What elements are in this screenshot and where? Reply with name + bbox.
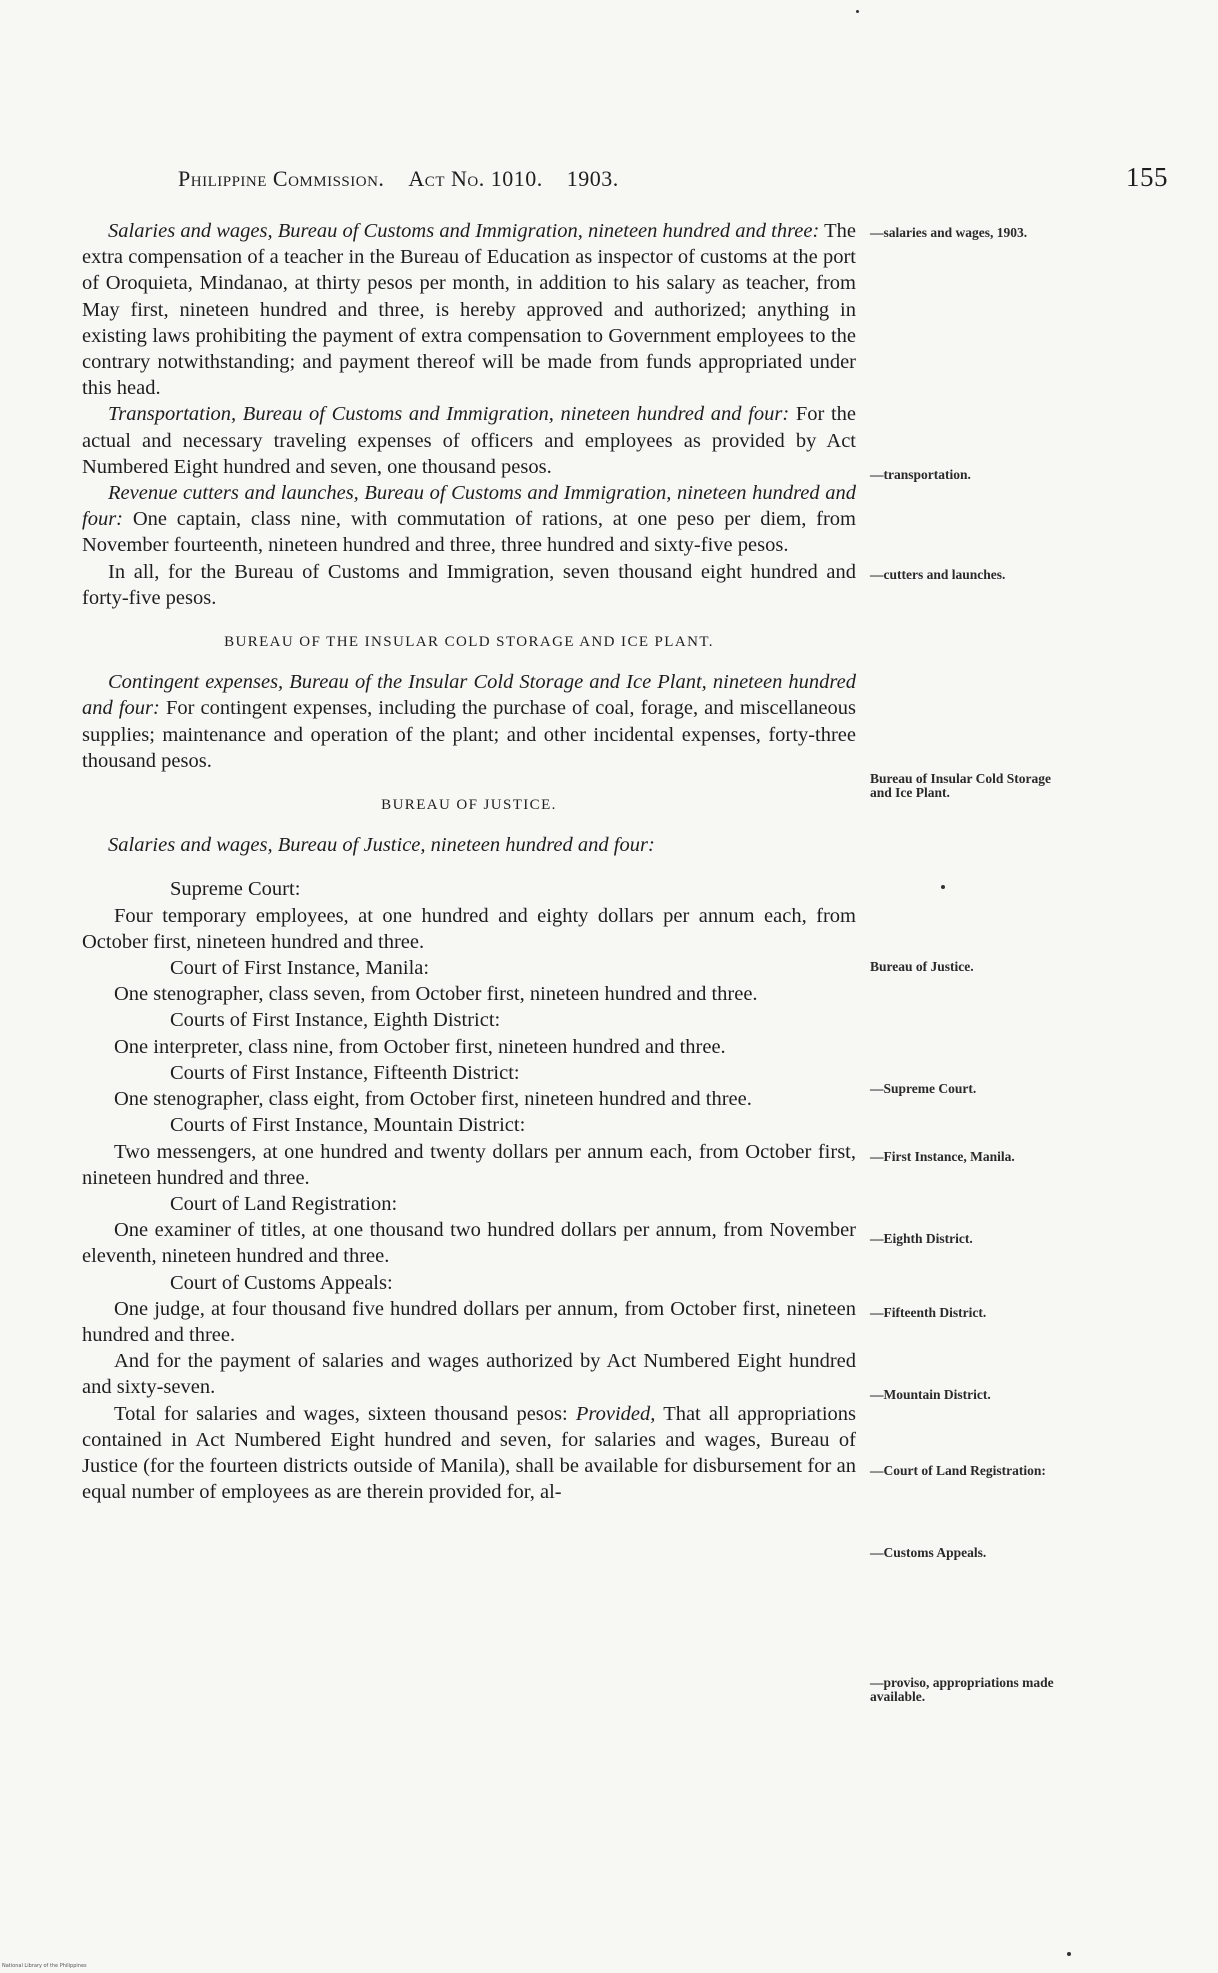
paragraph-lead: Salaries and wages, Bureau of Customs and Immigration, nineteen hundred and three: [108, 220, 820, 242]
paragraph-act-867: And for the payment of salaries and wages authorized by Act Numbered Eight hundred and sixty-seven. [82, 1350, 856, 1399]
paragraph-revenue-cutters [82, 480, 856, 559]
paragraph-lead: Contingent expenses, Bureau of the Insular Cold Storage and Ice Plant, nineteen hundred and four: [82, 671, 856, 720]
scan-speck [941, 885, 945, 889]
paragraph-text: That all appropriations contained in Act Numbered Eight hundred and seven, for salaries and wages, Bureau of Justice (for the fourteen districts outside of Manila), shall be available for disbursement for an equal number of employees as are therein provided for, al- [82, 1402, 857, 1504]
appropriation-item-fifteenth: One stenographer, class eight, from October first, nineteen hundred and three. [114, 1088, 752, 1111]
paragraph-customs-salaries [82, 218, 856, 401]
margin-note-proviso: —proviso, appropriations made available. [870, 1675, 1054, 1704]
running-title: Philippine Commission. [178, 166, 385, 191]
act-number: Act No. 1010. [408, 166, 543, 191]
margin-note-manila: —First Instance, Manila. [870, 1149, 1015, 1164]
margin-note-mountain: —Mountain District. [870, 1387, 991, 1402]
margin-note-supreme: —Supreme Court. [870, 1081, 977, 1096]
margin-note-salaries: —salaries and wages, 1903. [870, 225, 1028, 240]
paragraph-justice-salaries [82, 832, 856, 858]
margin-note-justice: Bureau of Justice. [870, 959, 974, 974]
header-year: 1903. [566, 166, 619, 191]
main-text [82, 218, 856, 1505]
appropriation-item-mountain: Two messengers, at one hundred and twenty dollars per annum each, from October first, nineteen hundred and three. [82, 1140, 856, 1189]
margin-note-cold-storage: Bureau of Insular Cold Storage and Ice Plant. [870, 771, 1052, 800]
court-heading-eighth: Courts of First Instance, Eighth District: [170, 1009, 501, 1032]
margin-note-fifteenth: —Fifteenth District. [870, 1305, 987, 1320]
margin-note-land: —Court of Land Registration: [870, 1463, 1046, 1478]
paragraph-text: The extra compensation of a teacher in the Bureau of Education as inspector of customs at the port of Oroquieta, Mindanao, at thirty pesos per month, in addition to his salary as teacher, from May first, nineteen hundred and three, is hereby approved and authorized; anything in existing laws prohibiting the payment of extra compensation to Government employees to the contrary notwithstanding; and payment thereof will be made from funds appropriated under this head. [82, 220, 856, 400]
paragraph-text: For the actual and necessary traveling expenses of officers and employees as provided by Act Numbered Eight hundred and seven, one thousand pesos. [82, 403, 856, 478]
section-heading-justice: BUREAU OF JUSTICE. [381, 797, 557, 814]
court-heading-customs: Court of Customs Appeals: [170, 1271, 393, 1294]
paragraph-lead: Transportation, Bureau of Customs and Immigration, nineteen hundred and four: [108, 403, 790, 426]
appropriation-item-supreme: Four temporary employees, at one hundred and eighty dollars per annum each, from October first, nineteen hundred and three. [82, 904, 856, 953]
court-heading-mountain: Courts of First Instance, Mountain District: [170, 1114, 526, 1137]
section-heading-cold-storage: BUREAU OF THE INSULAR COLD STORAGE AND ICE PLANT. [224, 634, 714, 651]
scan-speck [856, 10, 859, 13]
paragraph-transportation [82, 401, 856, 480]
margin-note-customs: —Customs Appeals. [870, 1545, 987, 1560]
paragraph-contingent-expenses [82, 669, 856, 774]
archive-stamp: National Library of the Philippines [2, 1963, 87, 1969]
court-heading-manila: Court of First Instance, Manila: [170, 957, 430, 980]
court-heading-land: Court of Land Registration: [170, 1192, 398, 1215]
paragraph-lead: Salaries and wages, Bureau of Justice, nineteen hundred and four: [108, 834, 655, 857]
proviso-word: Provided, [575, 1402, 656, 1425]
paragraph-customs-total: In all, for the Bureau of Customs and Immigration, seven thousand eight hundred and forty-five pesos. [82, 560, 856, 609]
appropriation-item-land: One examiner of titles, at one thousand two hundred dollars per annum, from November eleventh, nineteen hundred and three. [82, 1219, 856, 1268]
running-head [178, 166, 619, 192]
paragraph-text: For contingent expenses, including the purchase of coal, forage, and miscellaneous supplies; maintenance and operation of the plant; and other incidental expenses, forty-three thousand pesos. [82, 697, 857, 772]
appropriation-item-customs: One judge, at four thousand five hundred dollars per annum, from October first, nineteen hundred and three. [82, 1297, 856, 1346]
margin-note-cutters: —cutters and launches. [870, 567, 1006, 582]
court-heading-supreme: Supreme Court: [170, 878, 301, 901]
court-heading-fifteenth: Courts of First Instance, Fifteenth District: [170, 1061, 520, 1084]
paragraph-text: One captain, class nine, with commutation of rations, at one peso per diem, from November fourteenth, nineteen hundred and three, three hundred and sixty-five pesos. [82, 508, 856, 557]
margin-note-eighth: —Eighth District. [870, 1231, 973, 1246]
scan-speck [1067, 1952, 1071, 1956]
appropriation-item-eighth: One interpreter, class nine, from October first, nineteen hundred and three. [114, 1035, 726, 1058]
appropriation-item-manila: One stenographer, class seven, from October first, nineteen hundred and three. [114, 983, 758, 1006]
paragraph-total-proviso [82, 1401, 856, 1506]
paragraph-lead: Revenue cutters and launches, Bureau of Customs and Immigration, nineteen hundred and four: [82, 482, 856, 531]
page-number: 155 [1126, 162, 1168, 192]
margin-note-transportation: —transportation. [870, 467, 971, 482]
paragraph-text: Total for salaries and wages, sixteen thousand pesos: [114, 1402, 576, 1425]
